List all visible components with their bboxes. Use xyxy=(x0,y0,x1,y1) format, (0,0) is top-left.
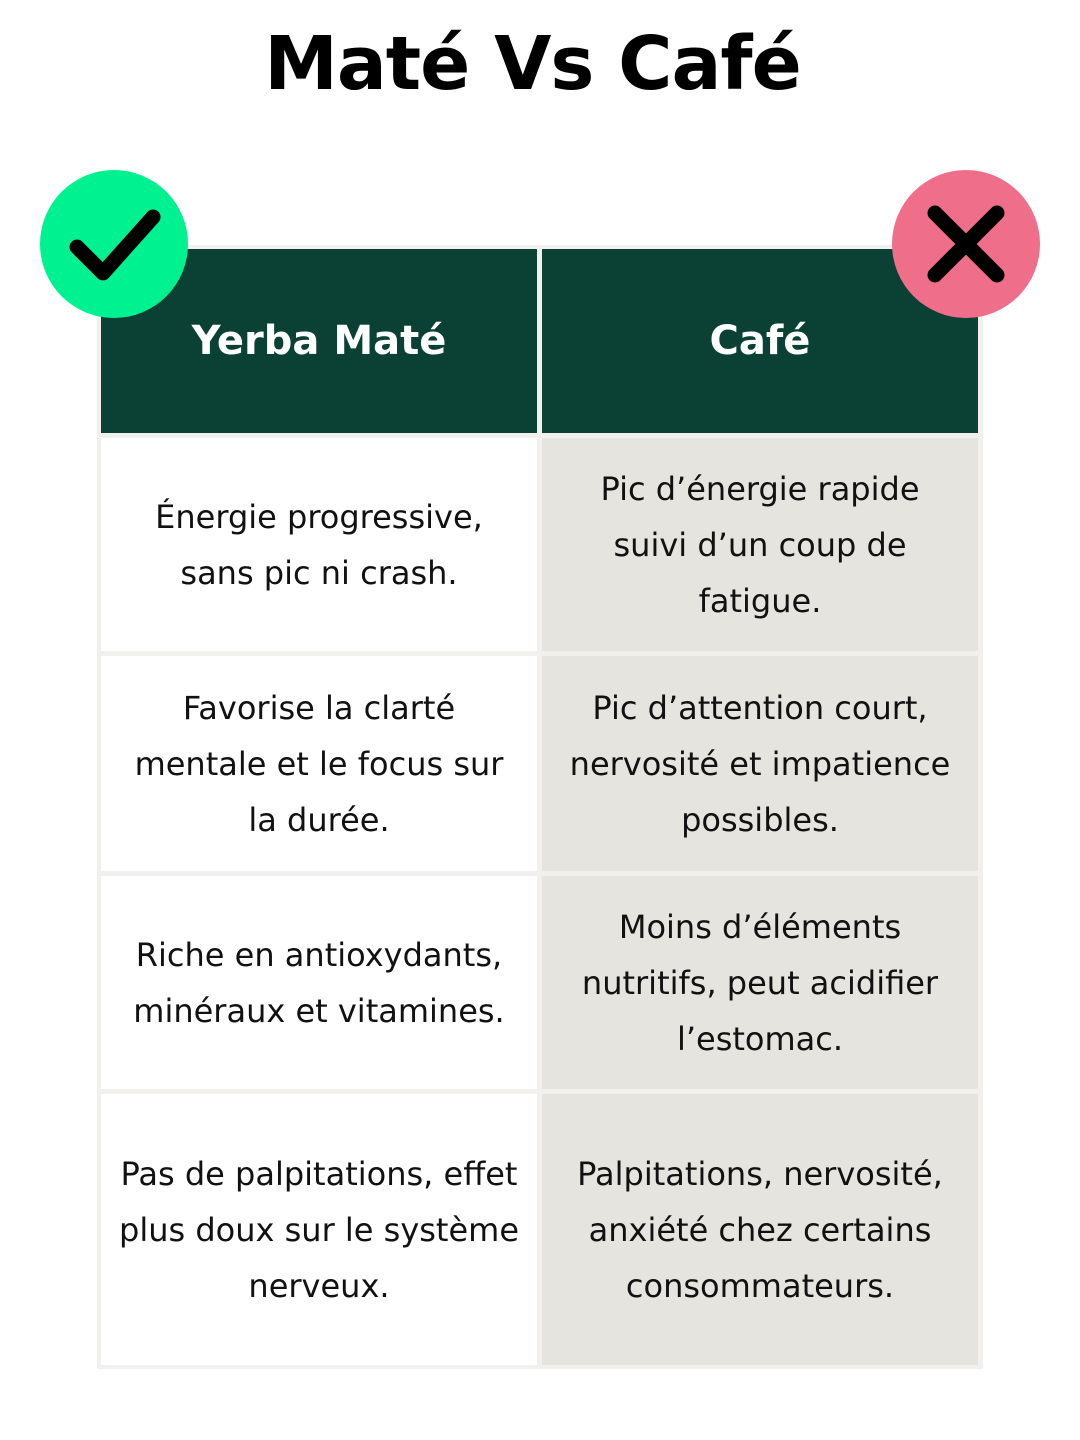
row-4-yerba-mate: Pas de palpitations, effet plus doux sur le système nerveux. xyxy=(101,1094,537,1365)
cross-icon xyxy=(911,189,1021,299)
row-4-cafe: Palpitations, nervosité, anxiété chez certains consommateurs. xyxy=(542,1094,978,1365)
cross-badge xyxy=(892,170,1040,318)
comparison-table xyxy=(97,245,983,1369)
row-2-yerba-mate: Favorise la clarté mentale et le focus sur la durée. xyxy=(101,656,537,871)
page-title: Maté Vs Café xyxy=(264,21,801,107)
check-badge xyxy=(40,170,188,318)
row-2-cafe: Pic d’attention court, nervosité et impatience possibles. xyxy=(542,656,978,871)
header-cafe: Café xyxy=(542,249,978,433)
check-icon xyxy=(59,189,169,299)
header-yerba-mate: Yerba Maté xyxy=(101,249,537,433)
row-1-yerba-mate: Énergie progressive, sans pic ni crash. xyxy=(101,438,537,651)
row-3-yerba-mate: Riche en antioxydants, minéraux et vitamines. xyxy=(101,876,537,1089)
row-3-cafe: Moins d’éléments nutritifs, peut acidifier l’estomac. xyxy=(542,876,978,1089)
row-1-cafe: Pic d’énergie rapide suivi d’un coup de fatigue. xyxy=(542,438,978,651)
